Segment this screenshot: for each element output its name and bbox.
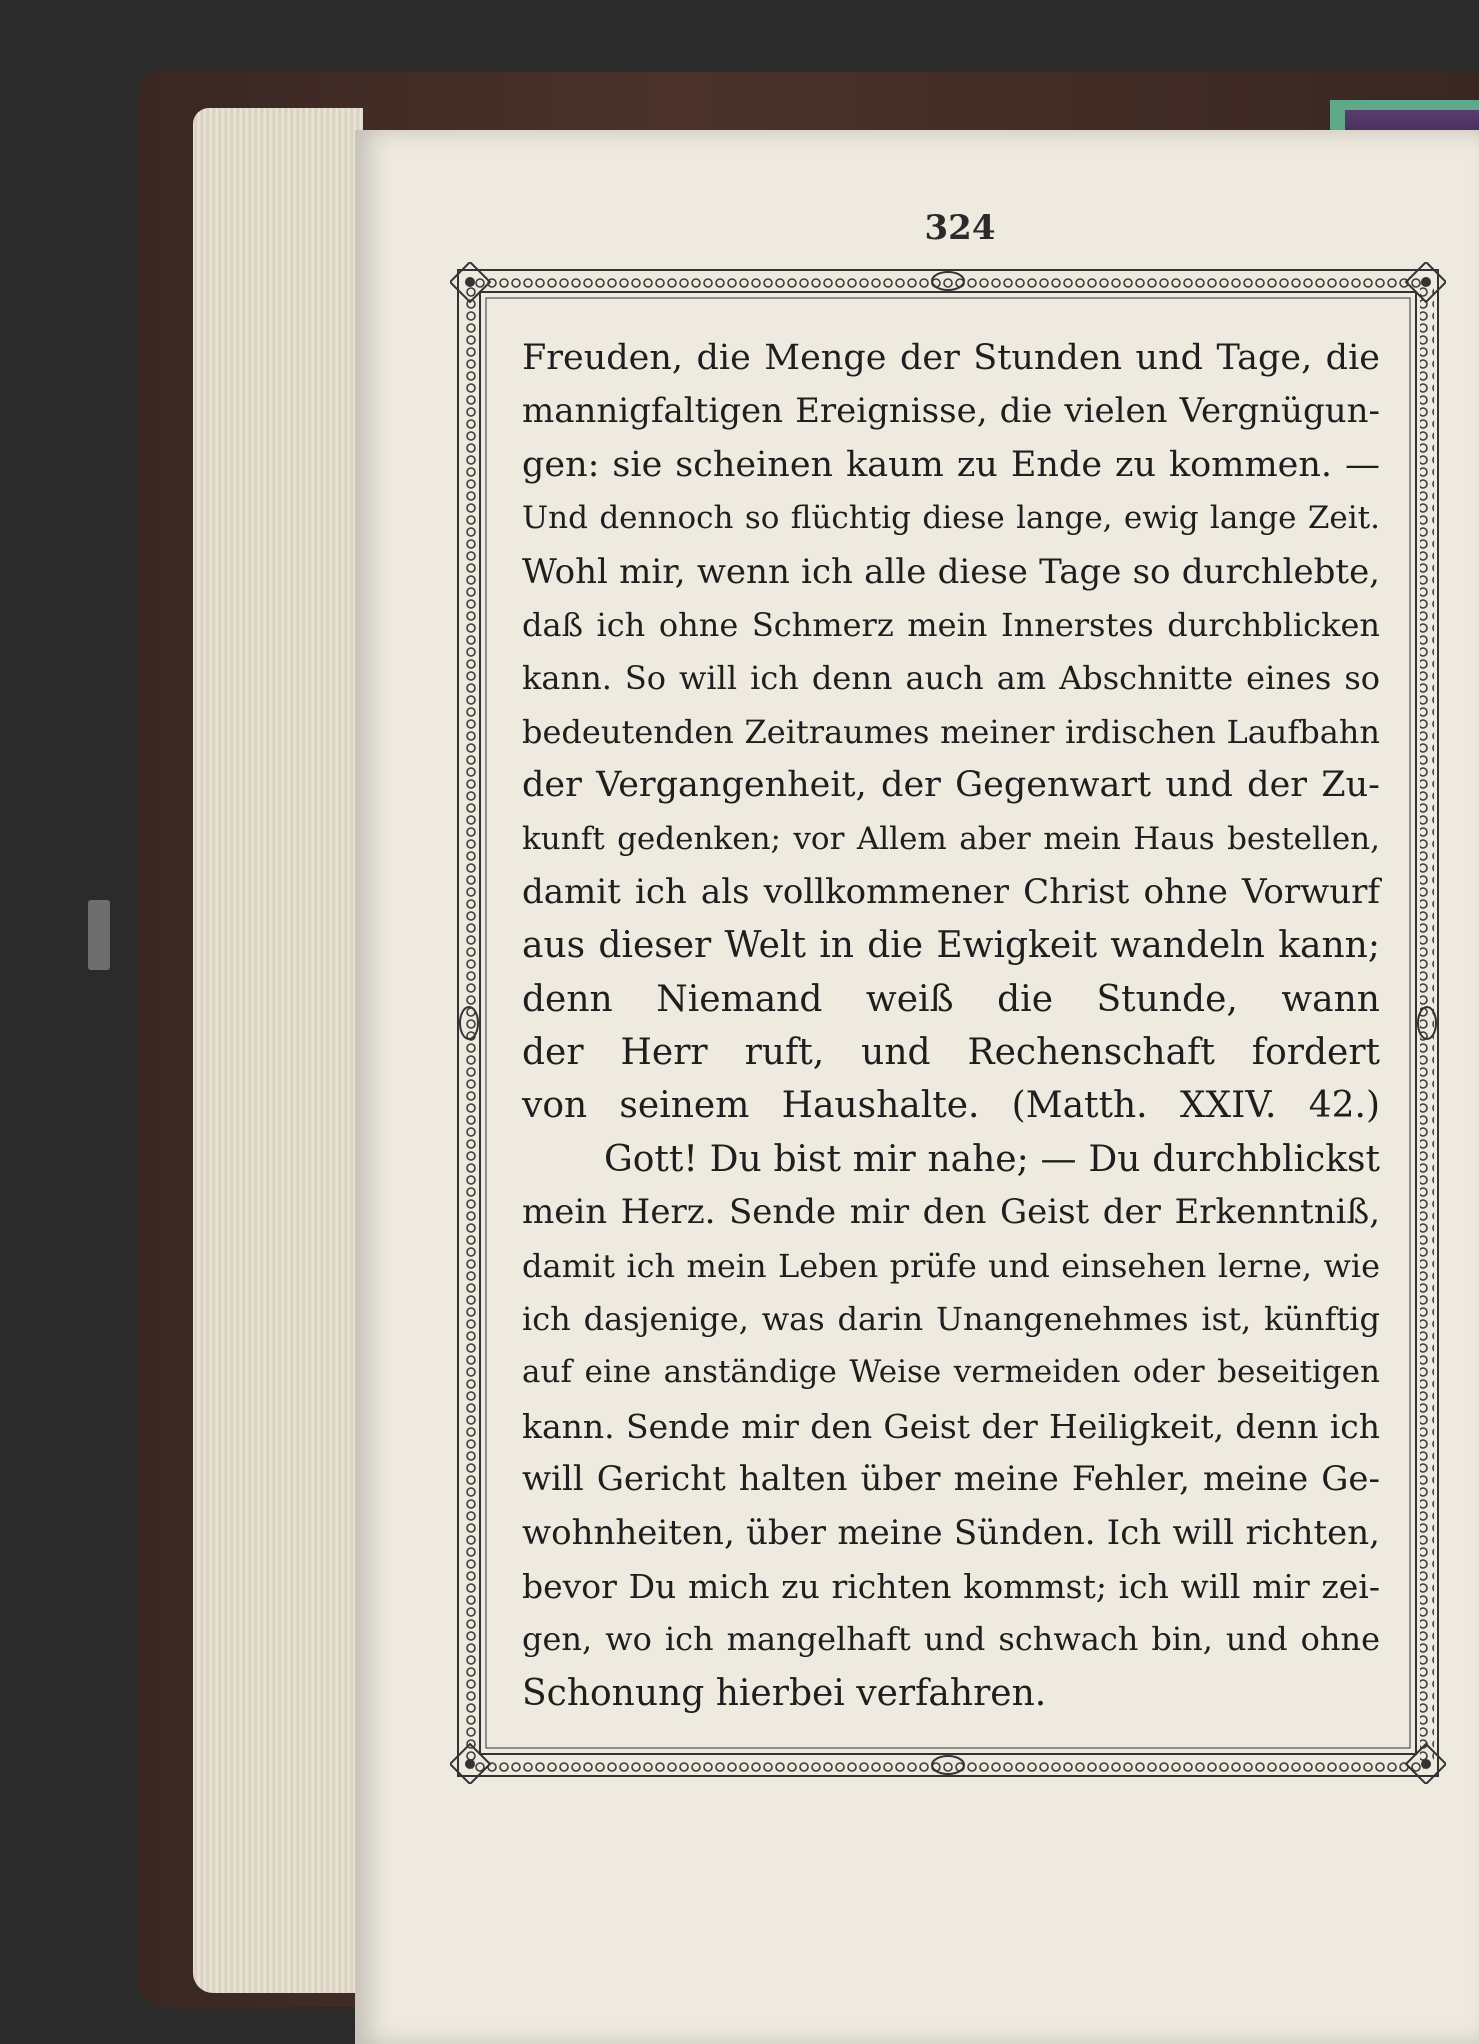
- text-line: mannigfaltigen Ereignisse, die vielen Vergnügun-: [522, 391, 1380, 432]
- text-line: Wohl mir, wenn ich alle diese Tage so durchlebte,: [522, 551, 1380, 592]
- text-line: kann. So will ich denn auch am Abschnitte eines so: [522, 659, 1380, 698]
- text-line: aus dieser Welt in die Ewigkeit wandeln kann;: [522, 925, 1380, 967]
- text-line: kann. Sende mir den Geist der Heiligkeit, denn ich: [522, 1406, 1380, 1446]
- text-line: denn Niemand weiß die Stunde, wann: [522, 978, 1380, 1020]
- text-line: von seinem Haushalte. (Matth. XXIV. 42.): [522, 1085, 1380, 1127]
- text-line: Und dennoch so flüchtig diese lange, ewig lange Zeit.: [522, 500, 1380, 537]
- text-line: mein Herz. Sende mir den Geist der Erkenntniß,: [522, 1192, 1380, 1233]
- text-line: will Gericht halten über meine Fehler, meine Ge-: [522, 1459, 1380, 1500]
- book-clasp: [88, 900, 110, 970]
- text-line: ich dasjenige, was darin Unangenehmes ist, künftig: [522, 1300, 1380, 1339]
- text-line: auf eine anständige Weise vermeiden oder beseitigen: [522, 1354, 1380, 1391]
- text-line: der Vergangenheit, der Gegenwart und der Zu-: [522, 765, 1380, 806]
- text-line: gen, wo ich mangelhaft und schwach bin, und ohne: [522, 1620, 1380, 1659]
- text-line: wohnheiten, über meine Sünden. Ich will richten,: [522, 1512, 1380, 1553]
- text-line: daß ich ohne Schmerz mein Innerstes durchblicken: [522, 605, 1380, 644]
- text-line: bedeutenden Zeitraumes meiner irdischen Laufbahn: [522, 712, 1380, 751]
- text-line: bevor Du mich zu richten kommst; ich will mir zei-: [522, 1566, 1380, 1606]
- text-line: Schonung hierbei verfahren.: [522, 1672, 1047, 1714]
- text-line: damit ich als vollkommener Christ ohne Vorwurf: [522, 871, 1380, 912]
- page-edges: [193, 108, 363, 1993]
- text-line: damit ich mein Leben prüfe und einsehen lerne, wie: [522, 1246, 1380, 1285]
- text-line: kunft gedenken; vor Allem aber mein Haus bestellen,: [522, 820, 1380, 857]
- text-line: der Herr ruft, und Rechenschaft fordert: [522, 1032, 1380, 1074]
- text-line: Freuden, die Menge der Stunden und Tage, die: [522, 338, 1380, 378]
- page-number: 324: [924, 208, 996, 248]
- text-line: Gott! Du bist mir nahe; — Du durchblickst: [604, 1138, 1380, 1180]
- text-line: gen: sie scheinen kaum zu Ende zu kommen. —: [522, 444, 1380, 485]
- page-text: [522, 332, 1380, 1720]
